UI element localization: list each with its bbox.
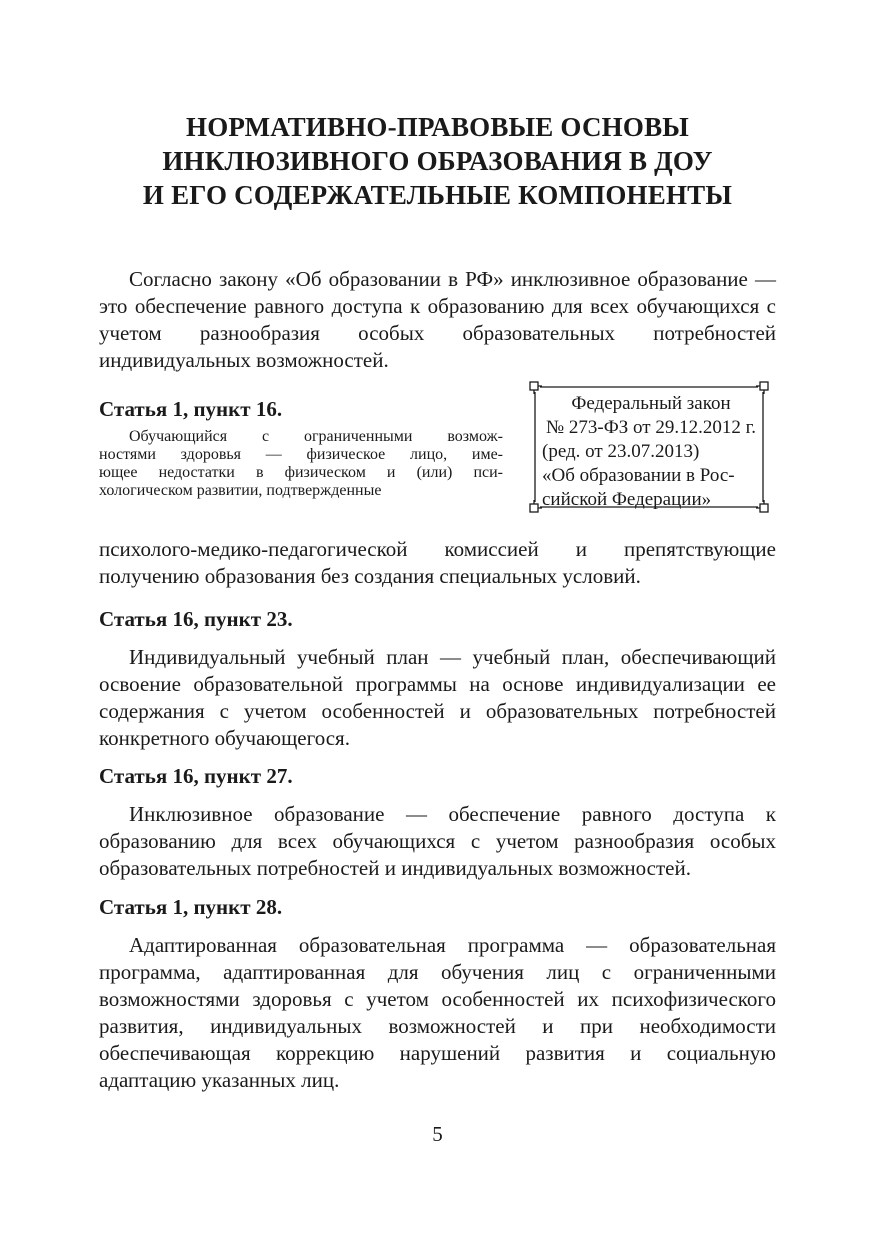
section-paragraph xyxy=(99,801,776,882)
section-3 xyxy=(99,763,776,882)
page-number: 5 xyxy=(432,1122,443,1146)
intro-paragraph xyxy=(99,266,776,374)
section-heading: Статья 1, пункт 28. xyxy=(99,895,283,919)
title-line-1: НОРМАТИВНО-ПРАВОВЫЕ ОСНОВЫ xyxy=(186,112,689,142)
law-line: (ред. от 23.07.2013) xyxy=(542,441,700,462)
section-heading: Статья 16, пункт 23. xyxy=(99,607,293,631)
text-line: хологическом развитии, подтвержденные xyxy=(99,482,382,499)
section-paragraph xyxy=(99,644,776,752)
section-heading: Статья 16, пункт 27. xyxy=(99,764,293,788)
section-4 xyxy=(99,894,776,1094)
text-line: ностями здоровья — физическое лицо, име- xyxy=(99,446,503,463)
section-2 xyxy=(99,606,776,752)
section-paragraph xyxy=(99,932,776,1094)
text-line: ющее недостатки в физическом и (или) пси- xyxy=(99,464,503,481)
title-line-2: ИНКЛЮЗИВНОГО ОБРАЗОВАНИЯ В ДОУ xyxy=(162,146,713,176)
intro-text: Согласно закону «Об образовании в РФ» инклюзивное образование — это обеспечение равного доступа к образованию для всех обучающихся с учетом разнообразия особых образовательных потребностей индивидуальных возможностей. xyxy=(99,267,776,372)
page-title xyxy=(99,110,776,212)
law-line: сийской Федерации» xyxy=(542,489,712,510)
section-1-rest xyxy=(99,536,776,590)
intro-block xyxy=(99,266,776,374)
law-reference-box xyxy=(526,378,772,516)
law-reference-text xyxy=(542,392,760,512)
section-text: Индивидуальный учебный план — учебный план, обеспечивающий освоение образовательной программы на основе индивидуализации ее содержания с учетом особенностей и образовательных потребностей конкретного обучающегося. xyxy=(99,645,776,750)
section-1-narrow-text xyxy=(99,428,503,500)
law-line: № 273-ФЗ от 29.12.2012 г. xyxy=(546,417,756,438)
section-text: Адаптированная образовательная программа — образовательная программа, адаптированная для обучения лиц с ограниченными возможностями здоровья с учетом особенностей их психофизического развития, индивидуальных возможностей и при необходимости обеспечивающая коррекцию нарушений развития и социальную адаптацию указанных лиц. xyxy=(99,933,776,1092)
title-line-3: И ЕГО СОДЕРЖАТЕЛЬНЫЕ КОМПОНЕНТЫ xyxy=(142,180,733,210)
section-heading: Статья 1, пункт 16. xyxy=(99,397,283,421)
text-line: Обучающийся с ограниченными возмож- xyxy=(129,428,503,445)
law-line: «Об образовании в Рос- xyxy=(542,465,735,486)
law-line: Федеральный закон xyxy=(571,393,731,414)
section-1-rest-text: психолого-медико-педагогической комиссией и препятствующие получению образования без создания специальных условий. xyxy=(99,537,776,588)
section-text: Инклюзивное образование — обеспечение равного доступа к образованию для всех обучающихся с учетом разнообразия особых образовательных потребностей и индивидуальных возможностей. xyxy=(99,802,776,880)
